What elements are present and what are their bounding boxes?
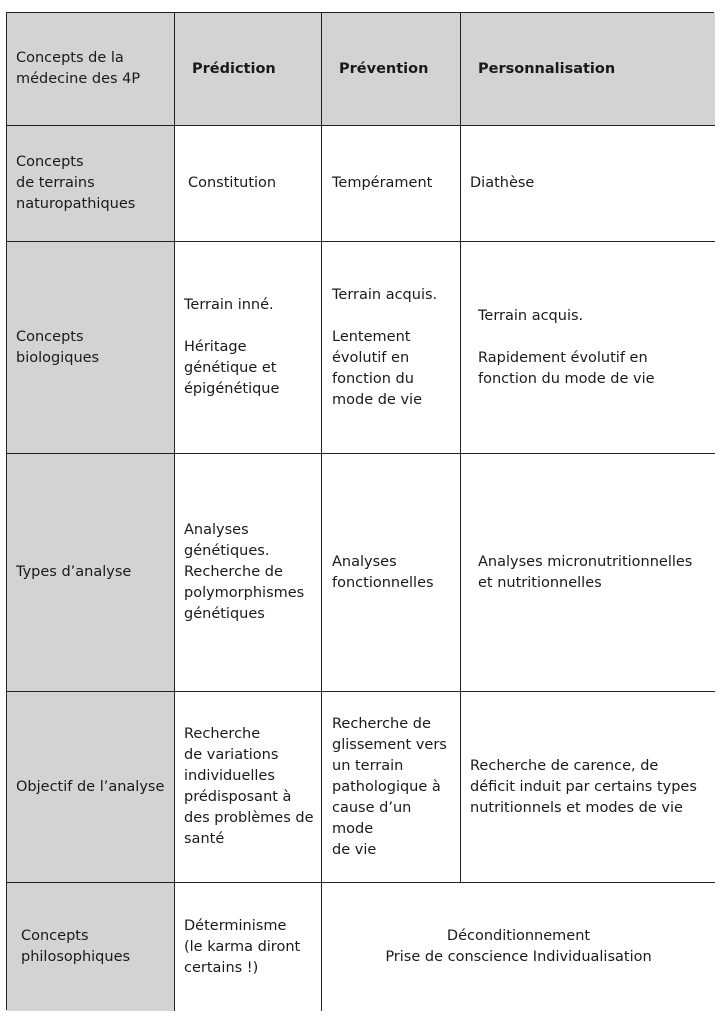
table-cell: Analyses génétiques. Recherche de polymorphismes génétiques <box>175 454 322 692</box>
table-cell: Analyses fonctionnelles <box>322 454 461 692</box>
table-cell: Analyses micronutritionnelles et nutritionnelles <box>461 454 715 692</box>
table-cell: Tempérament <box>322 126 461 242</box>
table-header-corner: Concepts de la médecine des 4P <box>7 13 175 126</box>
row-header-objectif: Objectif de l’analyse <box>7 692 175 883</box>
table-cell-merged: Déconditionnement Prise de conscience Individualisation <box>322 883 715 1011</box>
table-cell: Diathèse <box>461 126 715 242</box>
table-cell: Constitution <box>175 126 322 242</box>
table-cell: Terrain acquis. Lentement évolutif en fonction du mode de vie <box>322 242 461 454</box>
table-cell: Terrain acquis. Rapidement évolutif en fonction du mode de vie <box>461 242 715 454</box>
column-header-prevention: Prévention <box>322 13 461 126</box>
column-header-personnalisation: Personnalisation <box>461 13 715 126</box>
row-header-types-analyse: Types d’analyse <box>7 454 175 692</box>
table-cell: Recherche de carence, de déficit induit par certains types nutritionnels et modes de vie <box>461 692 715 883</box>
comparison-table <box>6 12 714 1010</box>
table-cell: Recherche de glissement vers un terrain pathologique à cause d’un mode de vie <box>322 692 461 883</box>
table-cell: Déterminisme (le karma diront certains !) <box>175 883 322 1011</box>
row-header-terrains: Concepts de terrains naturopathiques <box>7 126 175 242</box>
row-header-biologiques: Concepts biologiques <box>7 242 175 454</box>
table-cell: Terrain inné. Héritage génétique et épigénétique <box>175 242 322 454</box>
table-cell: Recherche de variations individuelles prédisposant à des problèmes de santé <box>175 692 322 883</box>
column-header-prediction: Prédiction <box>175 13 322 126</box>
row-header-philosophiques: Concepts philosophiques <box>7 883 175 1011</box>
